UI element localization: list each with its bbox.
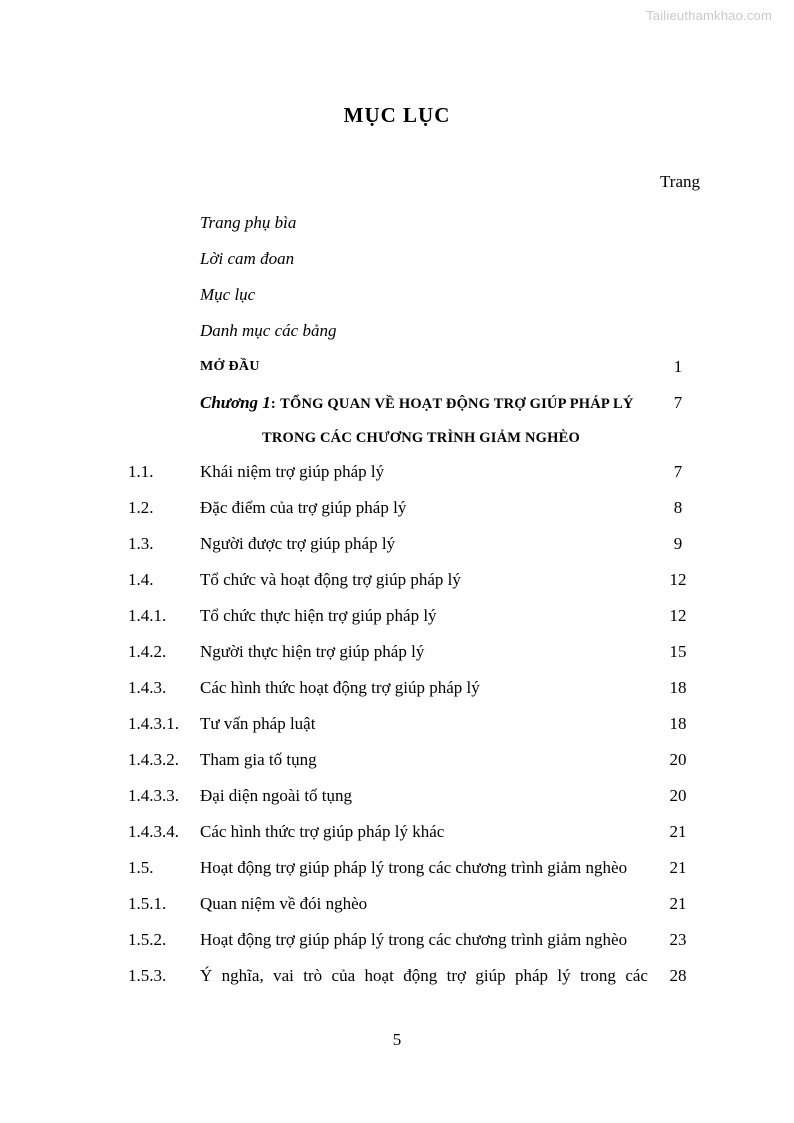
chapter-label: Chương 1 (200, 393, 271, 412)
entry-number: 1.5.1. (128, 894, 167, 913)
entry-word: giúp (475, 966, 506, 985)
entry-word: vai (273, 966, 294, 985)
toc-entry (128, 886, 698, 922)
toc-entry (128, 706, 698, 742)
toc-entry (128, 490, 698, 526)
entry-number: 1.5.3. (128, 966, 167, 985)
entry-page: 9 (673, 534, 683, 553)
entry-page: 12 (669, 606, 687, 625)
entry-title: Đặc điểm của trợ giúp pháp lý (200, 498, 407, 517)
entry-number: 1.4.3.4. (128, 822, 179, 841)
entry-number: 1.3. (128, 534, 154, 553)
entry-word: trò (303, 966, 323, 985)
entry-title: Quan niệm về đói nghèo (200, 894, 368, 913)
entry-number (128, 422, 200, 454)
entry-title: Các hình thức trợ giúp pháp lý khác (200, 822, 445, 841)
entry-number: 1.1. (128, 462, 154, 481)
toc-entry (128, 778, 698, 814)
entry-title: Tư vấn pháp luật (200, 714, 316, 733)
entry-page: 7 (673, 393, 683, 412)
chapter-title-text: TỔNG QUAN VỀ HOẠT ĐỘNG TRỢ GIÚP PHÁP LÝ (280, 396, 634, 412)
entry-number: 1.4.2. (128, 642, 167, 661)
toc-entry (128, 454, 698, 490)
entry-page: 7 (673, 462, 683, 481)
entry-word: trong (580, 966, 616, 985)
entry-page: 21 (669, 858, 687, 877)
toc-entry (128, 670, 698, 706)
entry-title: Các hình thức hoạt động trợ giúp pháp lý (200, 678, 480, 697)
entry-number: 1.4. (128, 570, 154, 589)
entry-number: 1.4.3.1. (128, 714, 179, 733)
entry-title: Tổ chức thực hiện trợ giúp pháp lý (200, 606, 437, 625)
entry-page (658, 422, 698, 454)
watermark: Tailieuthamkhao.com (646, 8, 772, 23)
front-matter-item: Trang phụ bìa (200, 213, 297, 232)
entry-number: 1.4.3.3. (128, 786, 179, 805)
entry-number: 1.2. (128, 498, 154, 517)
front-matter-item: Danh mục các bảng (200, 321, 337, 340)
entry-page: 18 (669, 678, 687, 697)
entry-page: 1 (673, 357, 683, 376)
entry-page: 28 (669, 966, 687, 985)
entry-title: Đại diện ngoài tố tụng (200, 786, 353, 805)
toc-entry (128, 742, 698, 778)
entry-page: 21 (669, 894, 687, 913)
entry-word: hoạt (364, 966, 394, 985)
entry-title: Tổ chức và hoạt động trợ giúp pháp lý (200, 570, 461, 589)
toc-entry-chapter (128, 385, 698, 422)
toc-entry (128, 526, 698, 562)
entry-page: 8 (673, 498, 683, 517)
entry-title: Tham gia tố tụng (200, 750, 317, 769)
entry-word: các (625, 966, 648, 985)
entry-word: lý (557, 966, 571, 985)
chapter-title-line2: TRONG CÁC CHƯƠNG TRÌNH GIẢM NGHÈO (262, 430, 580, 446)
entry-title: Người được trợ giúp pháp lý (200, 534, 396, 553)
entry-title: Hoạt động trợ giúp pháp lý trong các chương trình giảm nghèo (200, 930, 628, 949)
toc-entry (128, 814, 698, 850)
entry-page: 21 (669, 822, 687, 841)
entry-page: 18 (669, 714, 687, 733)
entry-word: của (331, 966, 356, 985)
toc-entry (128, 922, 698, 958)
entry-title: Người thực hiện trợ giúp pháp lý (200, 642, 425, 661)
entry-word: động (403, 966, 438, 985)
entry-page: 15 (669, 642, 687, 661)
front-matter-item: Lời cam đoan (200, 249, 295, 268)
toc-entry (128, 634, 698, 670)
toc-entry (128, 562, 698, 598)
entry-number: 1.5. (128, 858, 154, 877)
toc-entry (128, 598, 698, 634)
toc-content (128, 205, 698, 994)
chapter-separator: : (270, 396, 276, 412)
entry-number: 1.4.1. (128, 606, 167, 625)
entry-page: 23 (669, 930, 687, 949)
entry-title: Khái niệm trợ giúp pháp lý (200, 462, 385, 481)
toc-entry (128, 958, 698, 994)
front-matter-item: Mục lục (200, 285, 256, 304)
entry-title (200, 958, 658, 994)
page-column-label: Trang (660, 172, 700, 191)
toc-entry (128, 850, 698, 886)
entry-word: trợ (446, 966, 466, 985)
entry-number: 1.4.3. (128, 678, 167, 697)
entry-label: MỞ ĐẦU (200, 359, 260, 374)
entry-word: pháp (514, 966, 549, 985)
chapter-title-line1 (200, 385, 658, 422)
footer-page-number: 5 (392, 1030, 402, 1049)
entry-number: 1.4.3.2. (128, 750, 179, 769)
toc-entry-intro (128, 349, 698, 385)
page-title: MỤC LỤC (343, 103, 451, 127)
entry-number: 1.5.2. (128, 930, 167, 949)
entry-page: 12 (669, 570, 687, 589)
entry-word: nghĩa, (221, 966, 264, 985)
toc-entry-chapter-line2 (128, 422, 698, 454)
entry-page: 20 (669, 750, 687, 769)
entry-title: Hoạt động trợ giúp pháp lý trong các chương trình giảm nghèo (200, 858, 628, 877)
entry-page: 20 (669, 786, 687, 805)
entry-word: Ý (200, 966, 213, 985)
